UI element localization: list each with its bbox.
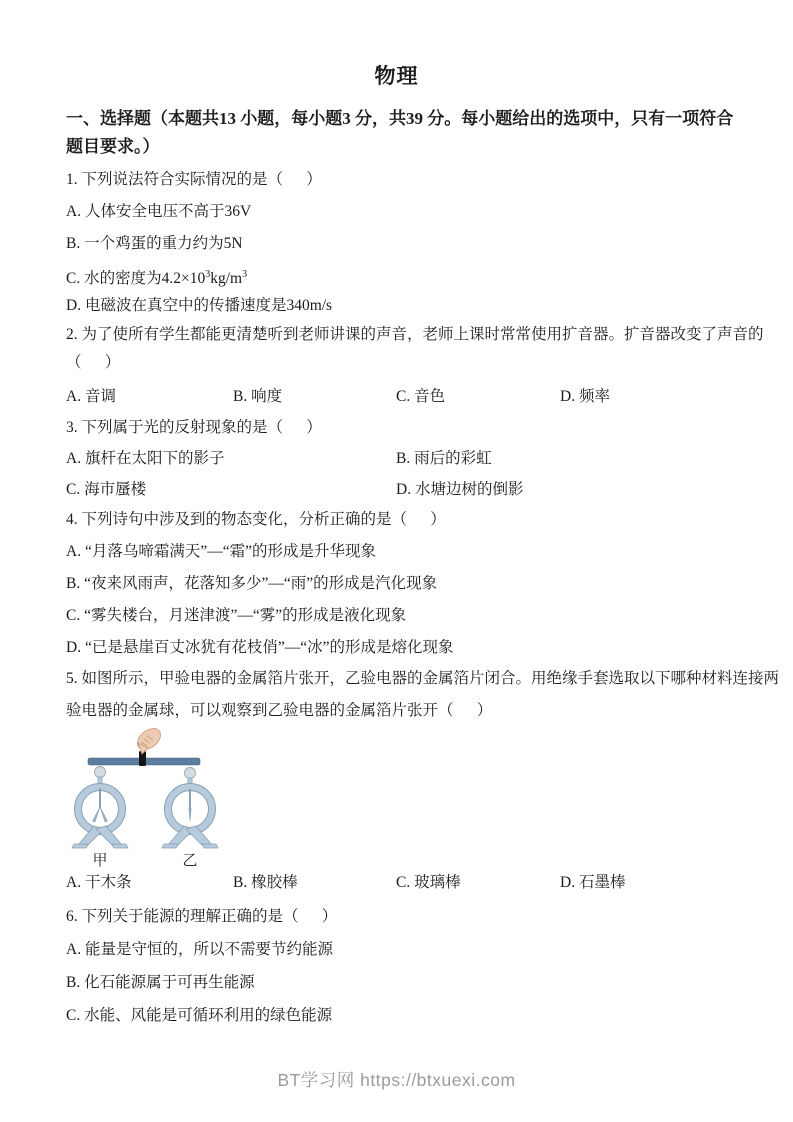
- q6-option-a: A. 能量是守恒的，所以不需要节约能源: [66, 941, 333, 958]
- q1-option-c-text: C. 水的密度为4.2×10: [66, 270, 206, 287]
- q3-options-row-2: [66, 479, 776, 501]
- q1-option-c-unit: kg/m: [210, 270, 243, 287]
- q6-stem: 6. 下列关于能源的理解正确的是（ ）: [66, 908, 338, 925]
- q5-option-c: C. 玻璃棒: [396, 874, 461, 891]
- electroscope-figure: [58, 728, 248, 870]
- electroscope-yi: [162, 768, 218, 870]
- q6-option-c: C. 水能、风能是可循环利用的绿色能源: [66, 1007, 333, 1024]
- q3-option-c: C. 海市蜃楼: [66, 481, 147, 498]
- page-title: 物理: [374, 64, 419, 88]
- q6-option-b: B. 化石能源属于可再生能源: [66, 974, 255, 991]
- q3-option-a: A. 旗杆在太阳下的影子: [66, 450, 225, 467]
- q4-option-c: C. “雾失楼台，月迷津渡”—“雾”的形成是液化现象: [66, 607, 407, 624]
- q1-option-b: B. 一个鸡蛋的重力约为5N: [66, 235, 243, 252]
- q5-option-d: D. 石墨棒: [560, 874, 626, 891]
- q4-option-d: D. “已是悬崖百丈冰犹有花枝俏”—“冰”的形成是熔化现象: [66, 639, 454, 656]
- figure-label-jia: 甲: [92, 853, 108, 869]
- q2-option-a: A. 音调: [66, 388, 116, 405]
- q4-option-a: A. “月落乌啼霜满天”—“霜”的形成是升华现象: [66, 543, 376, 560]
- q4-option-b: B. “夜来风雨声，花落知多少”—“雨”的形成是汽化现象: [66, 575, 438, 592]
- q3-option-d: D. 水塘边树的倒影: [396, 481, 524, 498]
- q5-stem-line1: 5. 如图所示，甲验电器的金属箔片张开，乙验电器的金属箔片闭合。用绝缘手套选取以下哪种材料连接两: [66, 670, 780, 687]
- q3-option-b: B. 雨后的彩虹: [396, 450, 492, 467]
- q5-stem-line2: 验电器的金属球，可以观察到乙验电器的金属箔片张开（ ）: [66, 702, 493, 719]
- q2-option-d: D. 频率: [560, 388, 610, 405]
- q2-options-row: [66, 386, 776, 408]
- q1-option-c: [66, 264, 247, 286]
- q2-option-b: B. 响度: [233, 388, 283, 405]
- section-heading-line2: 题目要求。）: [66, 137, 160, 156]
- q1-option-c-exponent: 3: [205, 269, 211, 280]
- q3-stem: 3. 下列属于光的反射现象的是（ ）: [66, 419, 322, 436]
- q5-options-row: [66, 872, 776, 894]
- q5-option-b: B. 橡胶棒: [233, 874, 298, 891]
- q2-stem-line1: 2. 为了使所有学生都能更清楚听到老师讲课的声音，老师上课时常常使用扩音器。扩音器改变了声音的: [66, 326, 764, 343]
- site-watermark: [0, 1067, 793, 1092]
- q1-option-a: A. 人体安全电压不高于36V: [66, 203, 252, 220]
- watermark-link[interactable]: BT学习网 https://btxuexi.com: [277, 1070, 516, 1090]
- q1-option-c-exponent2: 3: [242, 269, 248, 280]
- q1-option-d: D. 电磁波在真空中的传播速度是340m/s: [66, 297, 333, 314]
- q2-option-c: C. 音色: [396, 388, 446, 405]
- q3-options-row-1: [66, 448, 776, 470]
- electroscope-jia: [72, 767, 128, 870]
- q5-option-a: A. 干木条: [66, 874, 132, 891]
- hand-icon: [134, 728, 165, 754]
- q1-stem: 1. 下列说法符合实际情况的是（ ）: [66, 171, 322, 188]
- q4-stem: 4. 下列诗句中涉及到的物态变化，分析正确的是（ ）: [66, 511, 446, 528]
- section-heading-line1: 一、选择题（本题共13 小题，每小题3 分，共39 分。每小题给出的选项中，只有一项符合: [66, 109, 734, 128]
- figure-label-yi: 乙: [182, 853, 198, 869]
- q2-stem-line2: （ ）: [66, 354, 121, 371]
